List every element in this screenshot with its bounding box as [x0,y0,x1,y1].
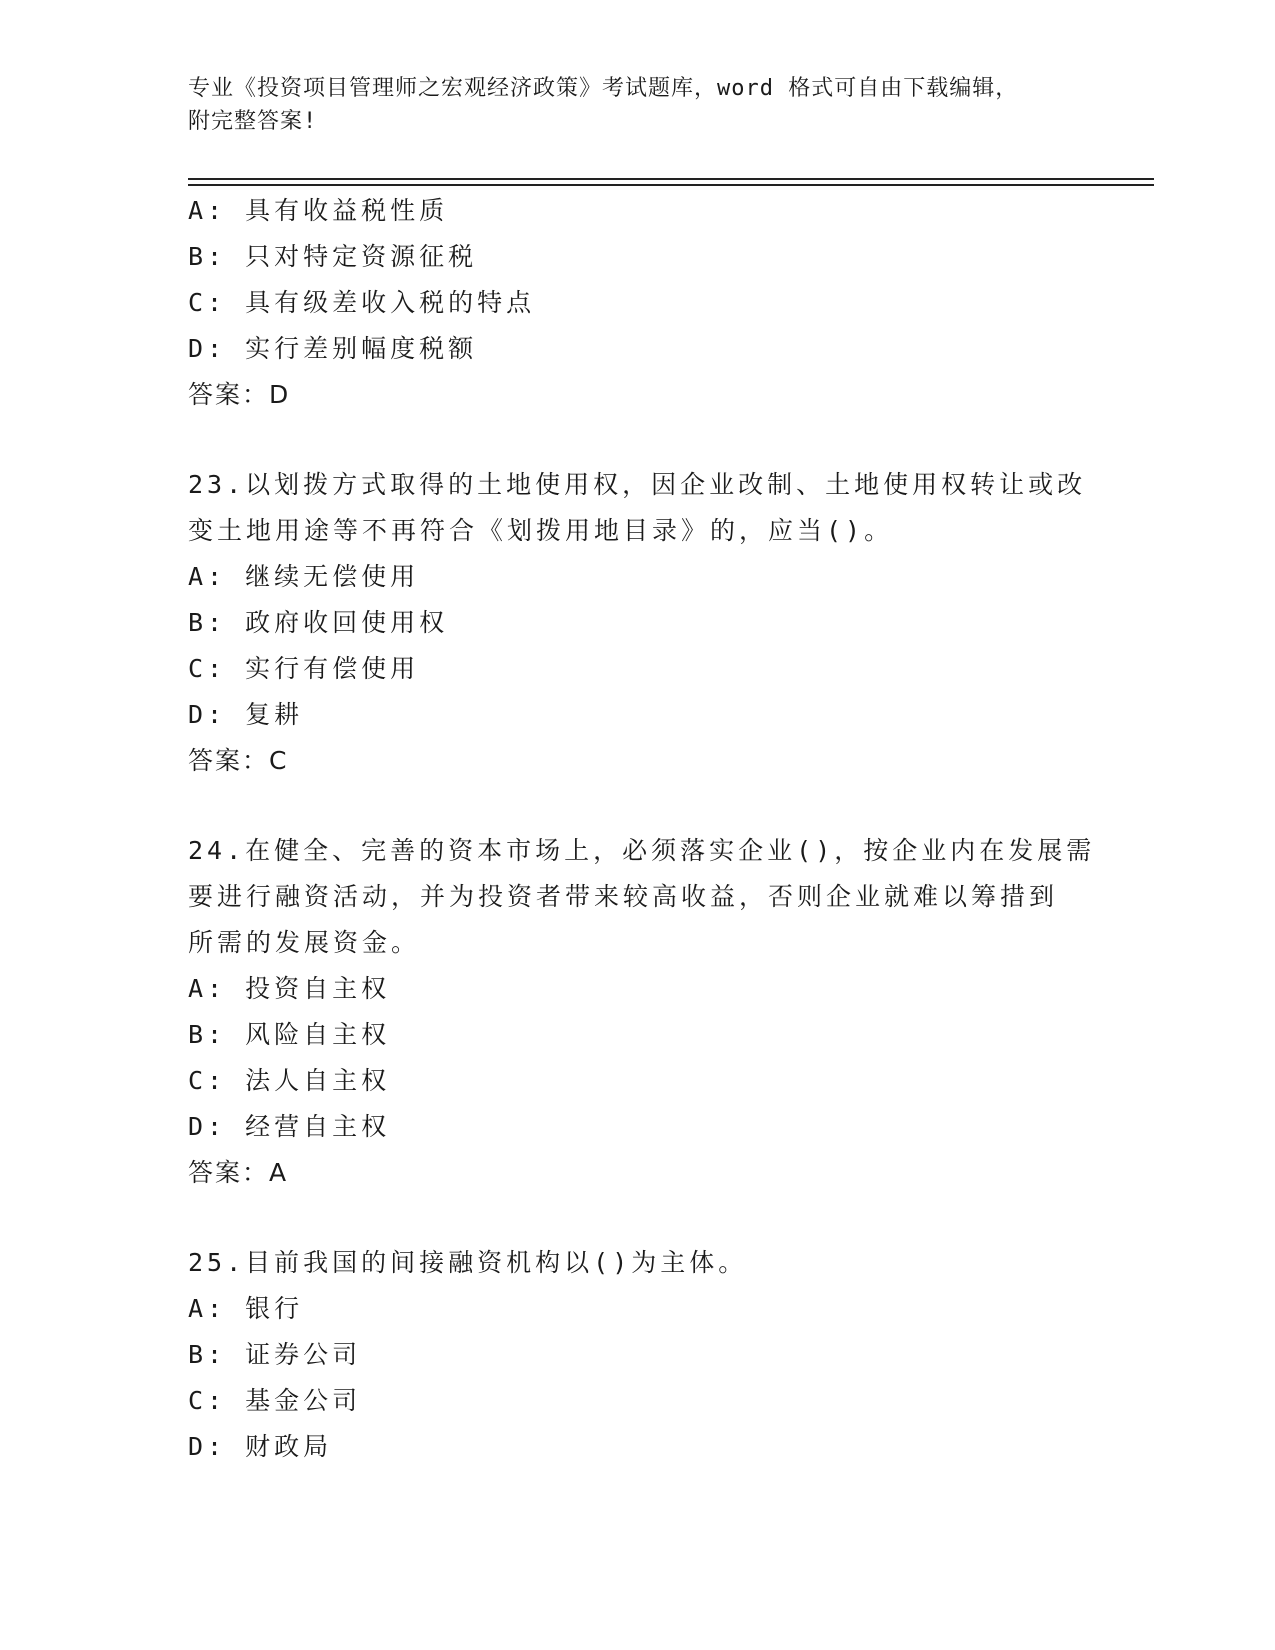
question-stem-line: 变土地用途等不再符合《划拨用地目录》的，应当()。 [188,516,894,545]
question-stem-line: 25.目前我国的间接融资机构以()为主体。 [188,1248,748,1277]
option-d: D: 经营自主权 [188,1112,391,1141]
option-c: C: 法人自主权 [188,1066,391,1095]
option-c: C: 基金公司 [188,1386,362,1415]
option-b: B: 只对特定资源征税 [188,242,478,271]
option-a: A: 继续无偿使用 [188,562,420,591]
answer-line: 答案：A [188,1158,289,1187]
document-header [188,72,1088,138]
answer-line: 答案：D [188,380,291,409]
question-stem-line: 所需的发展资金。 [188,928,421,957]
header-rule-bottom [188,184,1154,186]
question-block-24 [188,828,1096,1196]
option-c: C: 实行有偿使用 [188,654,420,683]
answer-line: 答案：C [188,746,289,775]
header-line-2: 附完整答案! [188,109,318,134]
question-block-25 [188,1240,1088,1470]
option-d: D: 实行差别幅度税额 [188,334,478,363]
question-block-22 [188,188,1088,418]
option-b: B: 证券公司 [188,1340,362,1369]
option-d: D: 财政局 [188,1432,333,1461]
option-a: A: 银行 [188,1294,304,1323]
question-list [188,188,1096,1470]
header-rule-top [188,178,1154,180]
option-a: A: 具有收益税性质 [188,196,449,225]
option-d: D: 复耕 [188,700,304,729]
question-stem-line: 24.在健全、完善的资本市场上，必须落实企业()，按企业内在发展需 [188,836,1096,865]
option-b: B: 风险自主权 [188,1020,391,1049]
question-block-23 [188,462,1088,784]
header-line-1: 专业《投资项目管理师之宏观经济政策》考试题库，word 格式可自由下载编辑， [188,76,1019,101]
question-stem-line: 23.以划拨方式取得的土地使用权，因企业改制、土地使用权转让或改 [188,470,1087,499]
option-c: C: 具有级差收入税的特点 [188,288,536,317]
option-b: B: 政府收回使用权 [188,608,449,637]
question-stem-line: 要进行融资活动，并为投资者带来较高收益，否则企业就难以筹措到 [188,882,1059,911]
option-a: A: 投资自主权 [188,974,391,1003]
